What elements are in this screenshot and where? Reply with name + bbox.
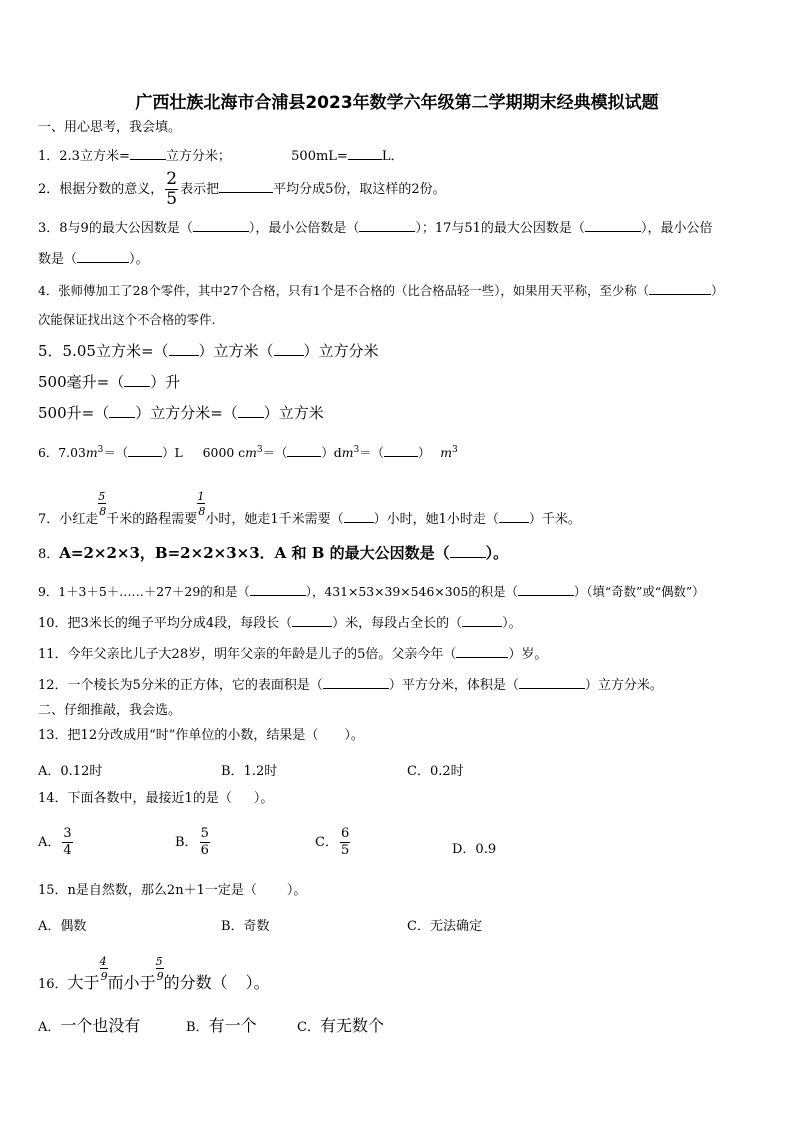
option-14-a[interactable]: A． $\frac{3}{4}$ [38,826,72,858]
option-15-b[interactable]: B．奇数 [221,919,270,934]
question-4-line-2: 次能保证找出这个不合格的零件. [38,312,216,327]
answer-blank[interactable] [128,444,162,457]
answer-blank[interactable] [219,180,273,193]
answer-blank[interactable] [384,444,418,457]
answer-blank[interactable] [359,219,415,232]
question-3-line-1: 3．8与9的最大公因数是（ ），最小公倍数是（ ）；17与51的最大公因数是（ ），最小公倍 [38,221,713,236]
fraction-2-5: $\frac{2}{5}$ [166,169,178,209]
question-5-line-1: 5．5.05立方米=（ ）立方米（ ）立方分米 [38,342,379,360]
answer-blank[interactable] [238,405,264,418]
question-11: 11．今年父亲比儿子大28岁，明年父亲的年龄是儿子的5倍。父亲今年（ ）岁。 [38,647,548,662]
option-14-b[interactable]: B． $\frac{5}{6}$ [175,826,209,858]
option-14-c[interactable]: C． $\frac{6}{5}$ [315,826,350,858]
fraction-6-5: $\frac{6}{5}$ [340,826,350,858]
section-1-heading: 一、用心思考，我会填。 [38,120,182,135]
answer-blank[interactable] [450,545,486,558]
question-7: 7．小红走 $\frac{5}{8}$ 千米的路程需要 $\frac{1}{8}$ 小时，她走1千米需要（ ）小时，她1小时走（ ）千米。 [38,490,581,527]
answer-blank[interactable] [292,614,332,627]
option-14-d[interactable]: D．0.9 [452,842,497,857]
option-13-c[interactable]: C．0.2时 [407,764,464,779]
fraction-4-9: $\frac{4}{9}$ [99,955,108,983]
answer-blank[interactable] [124,374,150,387]
answer-blank[interactable] [518,583,574,596]
answer-blank[interactable] [274,343,304,356]
question-2: 2．根据分数的意义， $\frac{2}{5}$ 表示把 平均分成5份，取这样的2份。 [38,169,446,209]
answer-blank[interactable] [456,645,508,658]
answer-blank[interactable] [77,250,129,263]
question-1: 1．2.3立方米= 立方分米； 500mL= L． [38,149,404,164]
question-9: 9．1＋3＋5＋……＋27＋29的和是（ ），431×53×39×546×305的积是（ ）（填“奇数”或“偶数”） [38,584,705,599]
answer-blank[interactable] [193,219,249,232]
fraction-3-4: $\frac{3}{4}$ [63,826,72,858]
answer-blank[interactable] [109,405,135,418]
answer-blank[interactable] [585,219,641,232]
answer-blank[interactable] [250,583,306,596]
question-13: 13．把12分改成用“时”作单位的小数，结果是（ ）。 [38,728,364,743]
fraction-5-9: $\frac{5}{9}$ [155,955,164,983]
fraction-5-6: $\frac{5}{6}$ [200,826,209,858]
answer-blank[interactable] [287,444,321,457]
option-16-c[interactable]: C．有无数个 [297,1016,384,1035]
question-8: 8．A=2×2×3，B=2×2×3×3．A 和 B 的最大公因数是（ ）。 [38,544,509,562]
question-5-line-3: 500升=（ ）立方分米=（ ）立方米 [38,404,324,422]
option-16-b[interactable]: B．有一个 [186,1016,257,1035]
option-15-c[interactable]: C．无法确定 [407,919,482,934]
question-6: 6．$7.03m^3=$（ ）L 6000 $cm^3=$（ ）$dm^3=$（ ） $m^3$ [38,445,458,461]
fraction-1-8: $\frac{1}{8}$ [197,490,206,518]
question-10: 10．把3米长的绳子平均分成4段，每段长（ ）米，每段占全长的（ ）。 [38,616,522,631]
option-15-a[interactable]: A．偶数 [38,919,87,934]
answer-blank[interactable] [649,282,711,295]
page-title: 广西壮族北海市合浦县2023年数学六年级第二学期期末经典模拟试题 [135,93,659,113]
question-16: 16．大于 $\frac{4}{9}$ 而小于 $\frac{5}{9}$ 的分数（ ）。 [38,955,270,992]
answer-blank[interactable] [323,676,389,689]
answer-blank[interactable] [519,676,585,689]
answer-blank[interactable] [462,614,502,627]
question-3-line-2: 数是（ ）。 [38,252,149,267]
question-14: 14．下面各数中，最接近1的是（ ）。 [38,791,274,806]
question-15: 15．n是自然数，那么2n＋1一定是（ ）。 [38,883,307,898]
section-2-heading: 二、仔细推敲，我会选。 [38,703,182,718]
question-5-line-2: 500毫升=（ ）升 [38,373,181,391]
answer-blank[interactable] [344,510,374,523]
answer-blank[interactable] [169,343,199,356]
option-16-a[interactable]: A．一个也没有 [38,1016,141,1035]
answer-blank[interactable] [130,147,166,160]
question-4-line-1: 4．张师傅加工了28个零件，其中27个合格，只有1个是不合格的（比合格品轻一些），如果用天平称，至少称（ ） [38,283,724,298]
question-12: 12．一个棱长为5分米的正方体，它的表面积是（ ）平方分米，体积是（ ）立方分米。 [38,678,663,693]
option-13-a[interactable]: A．0.12时 [38,764,103,779]
option-13-b[interactable]: B．1.2时 [221,764,278,779]
fraction-5-8: $\frac{5}{8}$ [98,490,107,518]
answer-blank[interactable] [499,510,529,523]
answer-blank[interactable] [348,147,382,160]
